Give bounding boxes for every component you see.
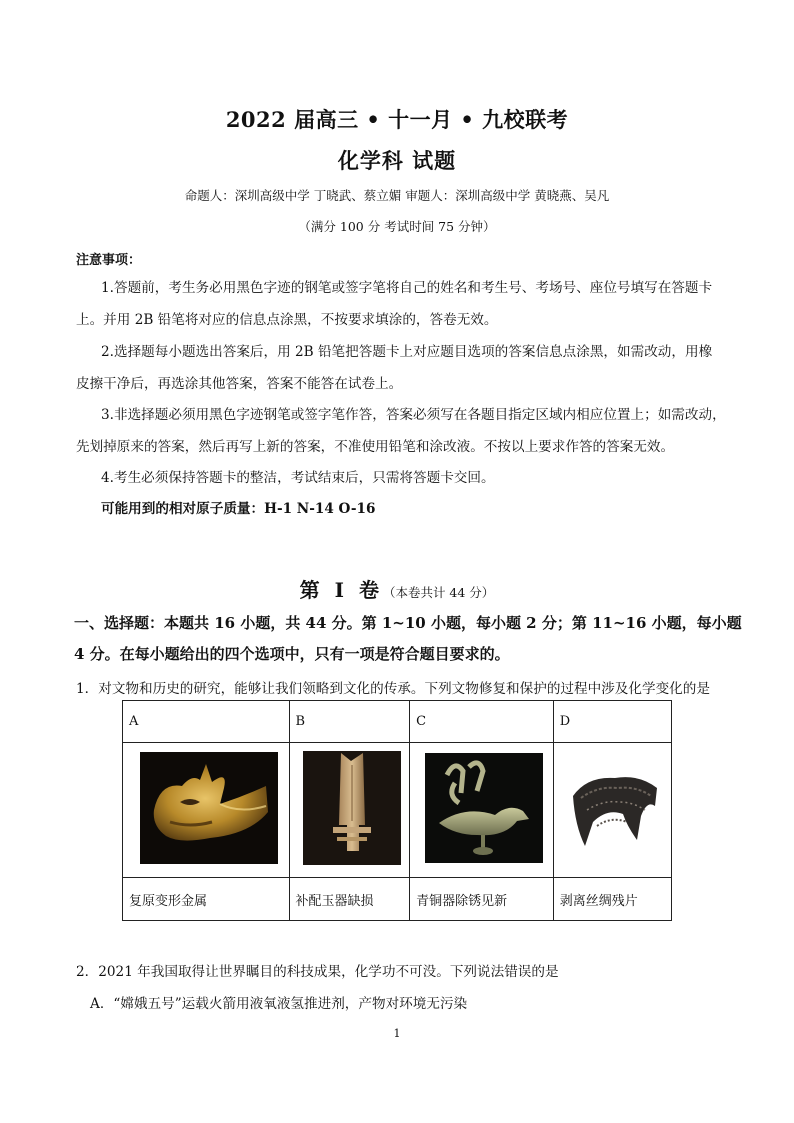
exam-subtitle: 化学科 试题 <box>337 148 457 173</box>
page-number: 1 <box>393 1027 401 1040</box>
option-b-letter: B <box>289 701 410 743</box>
option-a-letter: A <box>123 701 290 743</box>
volume-title: 第 Ⅰ 卷 <box>299 578 383 602</box>
option-d-caption: 剥离丝绸残片 <box>553 878 671 921</box>
exam-title: 2022 届高三 • 十一月 • 九校联考 <box>225 107 569 132</box>
question-1-stem: 1．对文物和历史的研究，能够让我们领略到文化的传承。下列文物修复和保护的过程中涉及化学变化的是 <box>76 681 710 697</box>
volume-heading <box>0 574 794 603</box>
question-1-options-table <box>122 700 672 921</box>
golden-mask-image <box>140 752 278 868</box>
option-c-image-cell <box>410 743 554 878</box>
atomic-mass-line: 可能用到的相对原子质量：H-1 N-14 O-16 <box>101 501 376 517</box>
notice-item-3-line2: 先划掉原来的答案，然后再写上新的答案，不准使用铅笔和涂改液。不按以上要求作答的答案无效。 <box>76 439 675 455</box>
exam-authors: 命题人：深圳高级中学 丁晓武、蔡立媚 审题人：深圳高级中学 黄晓燕、吴凡 <box>184 188 610 203</box>
bronze-bird-image <box>425 753 543 867</box>
notice-title: 注意事项： <box>76 253 142 268</box>
option-b-image-cell <box>289 743 410 878</box>
notice-item-3-line1: 3.非选择题必须用黑色字迹钢笔或签字笔作答，答案必须写在各题目指定区域内相应位置上；如需改动， <box>101 407 726 423</box>
question-2-stem: 2．2021 年我国取得让世界瞩目的科技成果，化学功不可没。下列说法错误的是 <box>76 964 559 980</box>
option-b-caption: 补配玉器缺损 <box>289 878 410 921</box>
exam-timing: （满分 100 分 考试时间 75 分钟） <box>298 219 496 234</box>
notice-item-4-line1: 4.考生必须保持答题卡的整洁，考试结束后，只需将答题卡交回。 <box>101 470 495 486</box>
option-a-image-cell <box>123 743 290 878</box>
jade-artifact-image <box>303 751 401 869</box>
notice-item-2-line1: 2.选择题每小题选出答案后，用 2B 铅笔把答题卡上对应题目选项的答案信息点涂黑，如需改动，用橡 <box>101 344 713 360</box>
option-d-image-cell <box>553 743 671 878</box>
notice-item-1-line1: 1.答题前，考生务必用黑色字迹的钢笔或签字笔将自己的姓名和考生号、考场号、座位号填写在答题卡 <box>101 280 713 296</box>
option-c-letter: C <box>410 701 554 743</box>
option-c-caption: 青铜器除锈见新 <box>410 878 554 921</box>
volume-note: （本卷共计 44 分） <box>382 585 495 600</box>
notice-item-1-line2: 上。并用 2B 铅笔将对应的信息点涂黑，不按要求填涂的，答卷无效。 <box>76 312 498 328</box>
silk-fragment-image <box>567 766 663 854</box>
notice-item-2-line2: 皮擦干净后，再选涂其他答案，答案不能答在试卷上。 <box>76 376 403 392</box>
section-instructions-line1: 一、选择题：本题共 16 小题，共 44 分。第 1~10 小题，每小题 2 分；第 11~16 小题，每小题 <box>74 614 742 632</box>
question-2-option-a: A．“嫦娥五号”运载火箭用液氧液氢推进剂，产物对环境无污染 <box>90 996 468 1012</box>
option-d-letter: D <box>553 701 671 743</box>
option-a-caption: 复原变形金属 <box>123 878 290 921</box>
section-instructions-line2: 4 分。在每小题给出的四个选项中，只有一项是符合题目要求的。 <box>74 645 510 663</box>
